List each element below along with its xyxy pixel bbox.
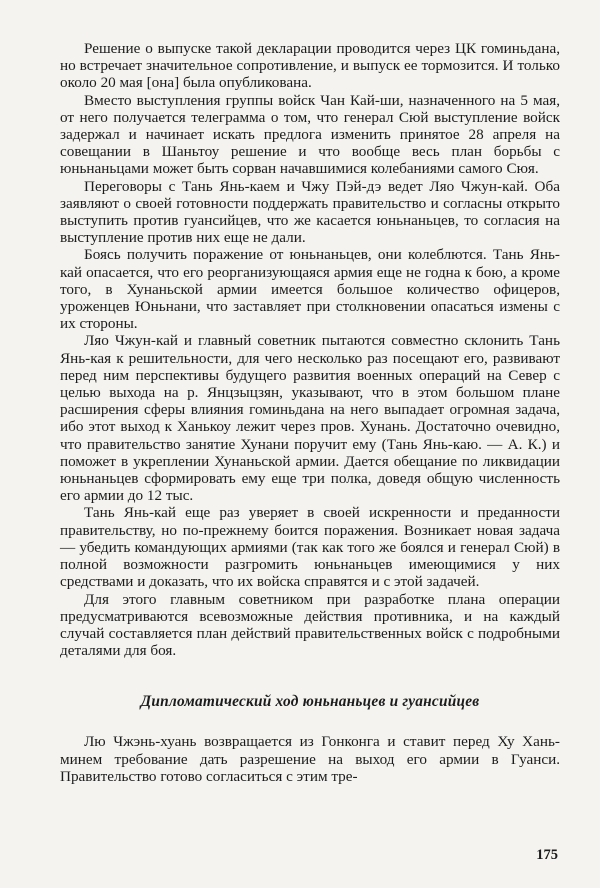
paragraph: Решение о выпуске такой декларации проводится через ЦК гоминьдана, но встречает значительное сопротивление, и выпуск ее тормозится. И только около 20 мая [она] была опубликована.	[60, 40, 560, 92]
paragraph: Вместо выступления группы войск Чан Кай-ши, назначенного на 5 мая, от него получается телеграмма о том, что генерал Сюй выступление войск задержал и начинает искать предлога изменить принятое 28 апреля на совещании в Шаньтоу решение и что вообще весь план борьбы с юньнаньцами может быть сорван начавшимися колебаниями самого Сюя.	[60, 91, 560, 178]
page-number: 175	[536, 847, 558, 863]
paragraph: Переговоры с Тань Янь-каем и Чжу Пэй-дэ ведет Ляо Чжун-кай. Оба заявляют о своей готовности поддержать правительство и согласны открыто выступить против гуансийцев, что же касается юньнаньцев, то согласия на выступление против них еще не дали.	[60, 177, 560, 247]
paragraph: Ляо Чжун-кай и главный советник пытаются совместно склонить Тань Янь-кая к решительности, для чего несколько раз посещают его, развивают перед ним перспективы будущего развития военных операций на Север с целью выхода на р. Янцзыцзян, указывают, что в этом большом плане расширения сферы влияния гоминьдана на него выпадает огромная задача, ибо этот выход к Ханькоу лежит через пров. Хунань. Достаточно очевидно, что правительство занятие Хунани поручит ему (Тань Янь-каю. — А. К.) и поможет в укреплении Хунаньской армии. Дается обещание по ликвидации юньнаньцев сформировать ему еще три полка, доведя общую численность его армии до 12 тыс.	[60, 332, 560, 505]
paragraph: Боясь получить поражение от юньнаньцев, они колеблются. Тань Янь-кай опасается, что его реорганизующаяся армия еще не годна к бою, а кроме того, в Хунаньской армии имеется большое количество офицеров, уроженцев Юньнани, что заставляет при столкновении опасаться измены с их стороны.	[60, 246, 560, 333]
section-spacer	[60, 659, 560, 693]
paragraph: Лю Чжэнь-хуань возвращается из Гонконга и ставит перед Ху Хань-минем требование дать разрешение на выход его армии в Гуанси. Правительство готово согласиться с этим тре-	[60, 733, 560, 785]
paragraph: Для этого главным советником при разработке плана операции предусматриваются всевозможные действия противника, и на каждый случай составляется план действий правительственных войск с подробными деталями для боя.	[60, 590, 560, 660]
section-heading: Дипломатический ход юньнаньцев и гуансийцев	[140, 693, 480, 711]
paragraph: Тань Янь-кай еще раз уверяет в своей искренности и преданности правительству, но по-прежнему боится поражения. Возникает новая задача — убедить командующих армиями (так как того же боялся и генерал Сюй) в полной возможности разгромить юньнаньцев имеющимися у них средствами и доказать, что их войска справятся и с этой задачей.	[60, 504, 560, 591]
